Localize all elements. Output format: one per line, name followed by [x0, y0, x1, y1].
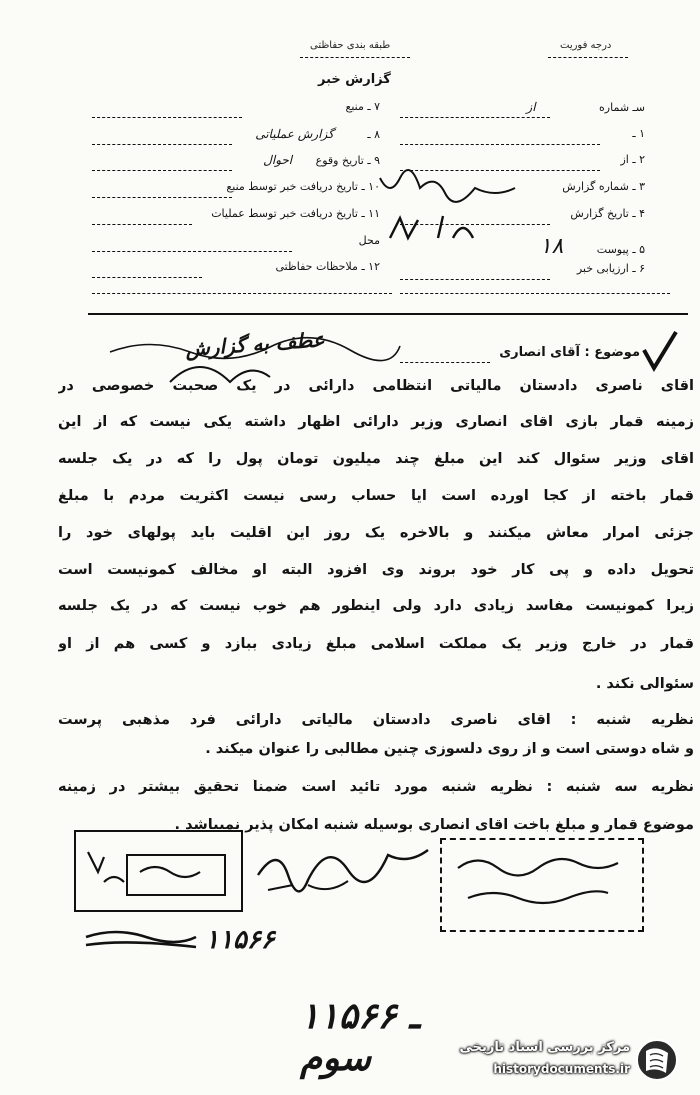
blank-line	[92, 277, 202, 278]
field-label: ۱ ـ	[632, 127, 645, 140]
blank-line	[400, 144, 600, 145]
blank-line	[92, 293, 392, 294]
body-line: جزئی امرار معاش میکنند و بالاخره یک روز این اقلیت باید پولهای خود را	[58, 525, 694, 541]
field-label: ۸ ـ	[367, 128, 380, 141]
form-title: گزارش خبر	[318, 72, 391, 87]
field-label: ۳ ـ شماره گزارش	[562, 180, 645, 193]
signature	[248, 835, 448, 905]
field-value: گزارش عملیاتی	[255, 127, 334, 141]
body-line: نظریه سه شنبه : نظریه شنبه مورد تائید است ضمناً تحقیق بیشتر در زمینه	[58, 779, 694, 795]
blank-line	[92, 197, 232, 198]
body-line: تحویل داده و پی کار خود بروند وی افزود البته او مخالف کمونیست است	[58, 562, 694, 578]
field-label: ۲ ـ از	[620, 153, 645, 166]
body-line: موضوع قمار و مبلغ باخت آقای انصاری بوسیله شنبه امکان پذیر نمیباشد .	[174, 817, 694, 833]
watermark-url: historydocuments.ir	[493, 1062, 630, 1076]
field-value: احوال	[263, 153, 293, 167]
field-label: ۱۰ ـ تاریخ دریافت خبر توسط منبع	[226, 180, 380, 193]
attachment-value: ۱۸	[539, 234, 564, 259]
blank-line	[400, 293, 670, 294]
stamp-marks	[80, 842, 230, 902]
blank-line	[92, 251, 292, 252]
stamp-marks	[448, 848, 633, 923]
field-label: محل	[358, 234, 380, 247]
field-label: ۱۲ ـ ملاحظات حفاظتی	[275, 260, 380, 273]
protection-classification-label: طبقه بندی حفاظتی	[310, 40, 391, 51]
priority-label: درجه فوریت	[560, 40, 612, 51]
strikethrough-mark	[82, 925, 202, 955]
blank-line	[92, 117, 242, 118]
field-label: سـ شماره	[599, 101, 645, 114]
body-line: زیرا کمونیست مفاسد زیادی دارد ولی اینطور هم خوب نیست که در یک جلسه	[58, 598, 694, 614]
field-label: ۶ ـ ارزیابی خبر	[576, 262, 645, 275]
blank-line	[92, 144, 232, 145]
watermark	[420, 1035, 682, 1085]
body-line: آقای ناصری دادستان مالیاتی انتظامی دارائی در یک صحبت خصوصی در	[58, 378, 694, 394]
field-label: ۷ ـ منبع	[345, 100, 380, 113]
blank-line	[400, 117, 550, 118]
archive-number: ۱۱۵۶۶	[205, 925, 275, 955]
handwritten-report-number	[370, 168, 570, 268]
subject-line: موضوع : آقای انصاری	[499, 345, 640, 360]
body-line: نظریه شنبه : آقای ناصری دادستان مالیاتی دارائی فرد مذهبی پرست	[58, 712, 694, 728]
blank-line	[400, 362, 490, 363]
body-line: آقای وزیر سئوال کند این مبلغ چند میلیون تومان پول را که در یک جلسه	[58, 451, 694, 467]
body-line: قمار باخته از کجا آورده است آیا حساب رسی نیست اکثریت مردم با مبلغ	[58, 488, 694, 504]
watermark-org-name: مرکز بررسی اسناد تاریخی	[459, 1040, 630, 1055]
logo-icon	[634, 1037, 680, 1083]
section-divider	[88, 313, 688, 315]
checkmark-icon	[640, 330, 680, 375]
blank-line	[92, 170, 232, 171]
blank-line	[400, 279, 550, 280]
field-label: ۹ ـ تاریخ وقوع	[315, 154, 380, 167]
field-label: ۵ ـ پیوست	[596, 243, 645, 256]
archive-stamp	[74, 830, 243, 912]
body-line: قمار در خارج وزیر یک مملکت اسلامی مبلغ زیادی ببازد و کسی هم از او	[58, 636, 694, 652]
field-label: ۱۱ ـ تاریخ دریافت خبر توسط عملیات	[211, 207, 380, 220]
body-line: زمینه قمار بازی آقای انصاری وزیر دارائی اظهار داشته یکی نیست که از این	[58, 414, 694, 430]
body-line: و شاه دوستی است و از روی دلسوزی چنین مطالبی را عنوان میکند .	[205, 741, 694, 757]
blank-line	[92, 224, 192, 225]
receipt-stamp	[440, 838, 644, 932]
field-value: از	[526, 100, 536, 114]
bottom-archive-number: ۱۱۵۶۶ ـ سوم	[300, 995, 420, 1079]
handwritten-reference-note: عطف به گزارش	[184, 327, 326, 361]
divider	[300, 57, 410, 58]
body-line: سئوالی نکند .	[595, 676, 694, 692]
divider	[548, 57, 628, 58]
field-label: ۴ ـ تاریخ گزارش	[570, 207, 645, 220]
